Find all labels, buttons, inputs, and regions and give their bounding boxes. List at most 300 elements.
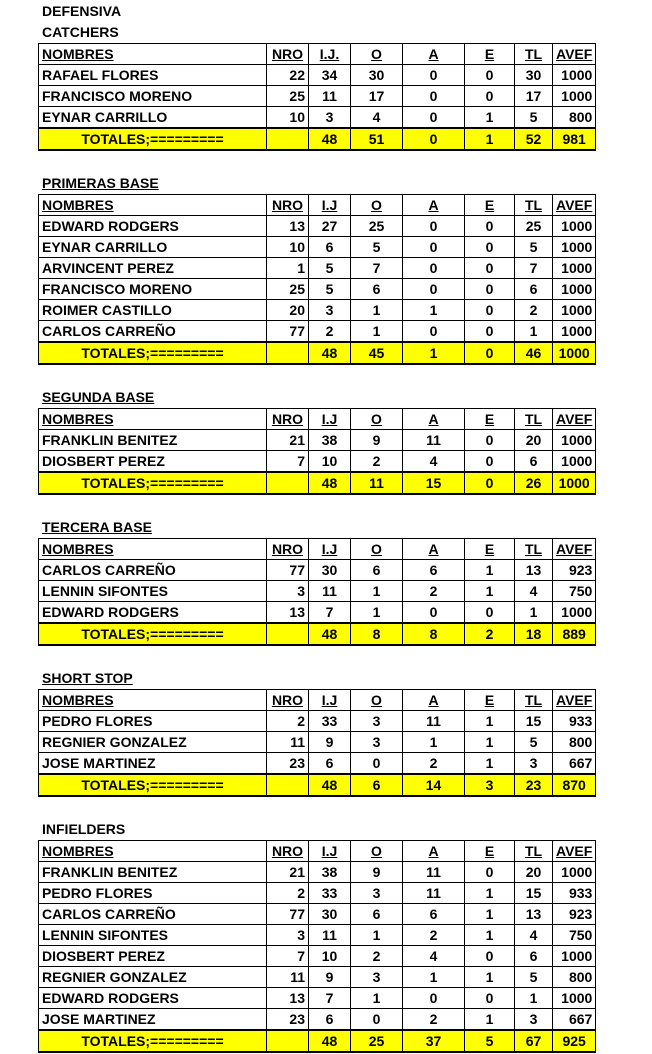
total-cell-avef: 981: [553, 128, 596, 150]
stat-cell-o: 1: [351, 925, 403, 946]
totals-label: TOTALES;=========: [39, 128, 267, 150]
stat-cell-nro: 23: [267, 753, 309, 775]
stat-cell-avef: 1000: [553, 988, 596, 1009]
column-header-a: A: [403, 44, 465, 65]
stat-cell-e: 1: [465, 925, 515, 946]
stat-cell-nro: 13: [267, 602, 309, 624]
total-cell-i-j: 48: [309, 128, 351, 150]
table-row: [39, 883, 596, 904]
table-row: [39, 279, 596, 300]
table-row: [39, 602, 596, 624]
totals-blank-cell: [267, 774, 309, 796]
player-name-cell: LENNIN SIFONTES: [39, 581, 267, 602]
column-header-nro: NRO: [267, 44, 309, 65]
stat-cell-nro: 20: [267, 300, 309, 321]
player-name-cell: CARLOS CARREÑO: [39, 321, 267, 343]
stat-cell-nro: 23: [267, 1009, 309, 1031]
player-name-cell: DIOSBERT PEREZ: [39, 946, 267, 967]
stat-cell-a: 0: [403, 602, 465, 624]
stat-cell-a: 0: [403, 237, 465, 258]
stat-cell-o: 1: [351, 602, 403, 624]
table-header-row: [39, 690, 596, 711]
stat-cell-i-j: 3: [309, 300, 351, 321]
stat-cell-i-j: 9: [309, 967, 351, 988]
stat-cell-e: 0: [465, 430, 515, 451]
stat-cell-avef: 1000: [553, 321, 596, 343]
column-header-e: E: [465, 539, 515, 560]
stat-cell-o: 4: [351, 107, 403, 129]
stat-cell-avef: 667: [553, 1009, 596, 1031]
stat-cell-a: 4: [403, 451, 465, 473]
stat-cell-nro: 21: [267, 862, 309, 883]
totals-blank-cell: [267, 623, 309, 645]
stat-cell-a: 0: [403, 258, 465, 279]
column-header-e: E: [465, 44, 515, 65]
stat-cell-e: 0: [465, 65, 515, 86]
stat-cell-avef: 800: [553, 107, 596, 129]
stat-cell-tl: 15: [515, 883, 553, 904]
stat-cell-i-j: 30: [309, 560, 351, 581]
player-name-cell: JOSE MARTINEZ: [39, 753, 267, 775]
stat-cell-i-j: 11: [309, 581, 351, 602]
total-cell-avef: 925: [553, 1030, 596, 1052]
column-header-nombres: NOMBRES: [39, 539, 267, 560]
stat-cell-tl: 3: [515, 1009, 553, 1031]
section-title-infielders: INFIELDERS: [42, 821, 126, 837]
column-header-tl: TL: [515, 539, 553, 560]
stat-cell-avef: 800: [553, 732, 596, 753]
stat-cell-nro: 77: [267, 321, 309, 343]
column-header-tl: TL: [515, 841, 553, 862]
stat-cell-o: 0: [351, 753, 403, 775]
stat-cell-avef: 933: [553, 711, 596, 732]
table-row: [39, 581, 596, 602]
player-name-cell: JOSE MARTINEZ: [39, 1009, 267, 1031]
stat-cell-e: 1: [465, 883, 515, 904]
stat-cell-e: 0: [465, 946, 515, 967]
table-row: [39, 107, 596, 129]
table-row: [39, 1009, 596, 1031]
stat-cell-a: 0: [403, 107, 465, 129]
totals-blank-cell: [267, 128, 309, 150]
player-name-cell: ARVINCENT PEREZ: [39, 258, 267, 279]
stat-cell-o: 6: [351, 279, 403, 300]
stat-cell-a: 2: [403, 925, 465, 946]
stat-cell-avef: 1000: [553, 216, 596, 237]
stat-cell-tl: 13: [515, 560, 553, 581]
table-row: [39, 86, 596, 107]
stat-cell-i-j: 30: [309, 904, 351, 925]
total-cell-e: 3: [465, 774, 515, 796]
column-header-nro: NRO: [267, 841, 309, 862]
total-cell-e: 1: [465, 128, 515, 150]
stat-cell-avef: 923: [553, 904, 596, 925]
stat-cell-o: 1: [351, 988, 403, 1009]
stat-cell-o: 3: [351, 711, 403, 732]
total-cell-a: 15: [403, 472, 465, 494]
total-cell-tl: 67: [515, 1030, 553, 1052]
table-header-row: [39, 409, 596, 430]
stat-cell-avef: 800: [553, 967, 596, 988]
stats-table-short-stop: [38, 689, 596, 797]
stat-cell-tl: 13: [515, 904, 553, 925]
stat-cell-nro: 10: [267, 237, 309, 258]
totals-label: TOTALES;=========: [39, 472, 267, 494]
total-cell-o: 11: [351, 472, 403, 494]
player-name-cell: PEDRO FLORES: [39, 711, 267, 732]
total-cell-i-j: 48: [309, 472, 351, 494]
stat-cell-avef: 1000: [553, 258, 596, 279]
stat-cell-tl: 5: [515, 967, 553, 988]
totals-blank-cell: [267, 472, 309, 494]
totals-label: TOTALES;=========: [39, 774, 267, 796]
player-name-cell: ROIMER CASTILLO: [39, 300, 267, 321]
stat-cell-e: 0: [465, 258, 515, 279]
totals-row: [39, 472, 596, 494]
stat-cell-o: 3: [351, 967, 403, 988]
stat-cell-a: 1: [403, 300, 465, 321]
stat-cell-a: 4: [403, 946, 465, 967]
stats-table-primeras-base: [38, 194, 596, 365]
table-header-row: [39, 539, 596, 560]
stat-cell-nro: 2: [267, 883, 309, 904]
stat-cell-tl: 20: [515, 862, 553, 883]
stat-cell-tl: 6: [515, 451, 553, 473]
totals-row: [39, 1030, 596, 1052]
table-row: [39, 711, 596, 732]
column-header-a: A: [403, 841, 465, 862]
total-cell-i-j: 48: [309, 623, 351, 645]
total-cell-avef: 870: [553, 774, 596, 796]
stat-cell-e: 0: [465, 279, 515, 300]
stat-cell-i-j: 33: [309, 711, 351, 732]
stat-cell-tl: 25: [515, 216, 553, 237]
column-header-nro: NRO: [267, 539, 309, 560]
stat-cell-i-j: 27: [309, 216, 351, 237]
stat-cell-nro: 22: [267, 65, 309, 86]
stat-cell-e: 0: [465, 237, 515, 258]
total-cell-o: 25: [351, 1030, 403, 1052]
stat-cell-e: 0: [465, 451, 515, 473]
column-header-o: O: [351, 690, 403, 711]
stat-cell-tl: 4: [515, 581, 553, 602]
column-header-tl: TL: [515, 690, 553, 711]
stat-cell-e: 1: [465, 1009, 515, 1031]
stat-cell-avef: 1000: [553, 946, 596, 967]
column-header-i-j: I.J: [309, 690, 351, 711]
column-header-a: A: [403, 690, 465, 711]
page-title: DEFENSIVA: [42, 3, 122, 19]
totals-blank-cell: [267, 1030, 309, 1052]
stat-cell-a: 1: [403, 732, 465, 753]
player-name-cell: FRANKLIN BENITEZ: [39, 430, 267, 451]
stats-table-segunda-base: [38, 408, 596, 495]
stat-cell-nro: 25: [267, 86, 309, 107]
stat-cell-avef: 1000: [553, 65, 596, 86]
column-header-a: A: [403, 409, 465, 430]
stat-cell-e: 1: [465, 967, 515, 988]
stat-cell-e: 1: [465, 904, 515, 925]
column-header-tl: TL: [515, 44, 553, 65]
stat-cell-i-j: 34: [309, 65, 351, 86]
total-cell-avef: 1000: [553, 342, 596, 364]
stat-cell-i-j: 33: [309, 883, 351, 904]
stat-cell-nro: 11: [267, 967, 309, 988]
total-cell-a: 8: [403, 623, 465, 645]
column-header-e: E: [465, 409, 515, 430]
player-name-cell: EDWARD RODGERS: [39, 602, 267, 624]
stats-table-infielders: [38, 840, 596, 1053]
stat-cell-avef: 667: [553, 753, 596, 775]
total-cell-tl: 18: [515, 623, 553, 645]
total-cell-tl: 46: [515, 342, 553, 364]
player-name-cell: CARLOS CARREÑO: [39, 904, 267, 925]
column-header-o: O: [351, 195, 403, 216]
total-cell-e: 2: [465, 623, 515, 645]
table-row: [39, 862, 596, 883]
totals-label: TOTALES;=========: [39, 342, 267, 364]
stat-cell-i-j: 11: [309, 925, 351, 946]
column-header-i-j: I.J: [309, 409, 351, 430]
total-cell-o: 51: [351, 128, 403, 150]
stat-cell-i-j: 3: [309, 107, 351, 129]
totals-blank-cell: [267, 342, 309, 364]
stat-cell-a: 1: [403, 967, 465, 988]
column-header-avef: AVEF: [553, 539, 596, 560]
stat-cell-e: 1: [465, 711, 515, 732]
total-cell-tl: 26: [515, 472, 553, 494]
column-header-tl: TL: [515, 409, 553, 430]
column-header-i-j: I.J: [309, 841, 351, 862]
stat-cell-tl: 6: [515, 279, 553, 300]
table-row: [39, 258, 596, 279]
player-name-cell: EYNAR CARRILLO: [39, 107, 267, 129]
stat-cell-nro: 10: [267, 107, 309, 129]
stat-cell-i-j: 5: [309, 258, 351, 279]
stat-cell-o: 0: [351, 1009, 403, 1031]
stat-cell-nro: 7: [267, 946, 309, 967]
player-name-cell: EYNAR CARRILLO: [39, 237, 267, 258]
section-title-primeras-base: PRIMERAS BASE: [42, 175, 159, 191]
column-header-avef: AVEF: [553, 409, 596, 430]
stat-cell-tl: 5: [515, 237, 553, 258]
stat-cell-a: 0: [403, 988, 465, 1009]
table-row: [39, 65, 596, 86]
table-row: [39, 904, 596, 925]
stat-cell-tl: 3: [515, 753, 553, 775]
column-header-o: O: [351, 841, 403, 862]
stat-cell-nro: 2: [267, 711, 309, 732]
total-cell-o: 8: [351, 623, 403, 645]
stat-cell-avef: 923: [553, 560, 596, 581]
stat-cell-nro: 1: [267, 258, 309, 279]
stat-cell-o: 17: [351, 86, 403, 107]
stat-cell-i-j: 6: [309, 1009, 351, 1031]
stat-cell-e: 0: [465, 602, 515, 624]
stat-cell-a: 0: [403, 216, 465, 237]
table-row: [39, 988, 596, 1009]
stat-cell-a: 11: [403, 883, 465, 904]
player-name-cell: FRANKLIN BENITEZ: [39, 862, 267, 883]
table-row: [39, 451, 596, 473]
stat-cell-a: 6: [403, 560, 465, 581]
stat-cell-i-j: 6: [309, 753, 351, 775]
table-header-row: [39, 44, 596, 65]
stat-cell-nro: 13: [267, 988, 309, 1009]
stat-cell-tl: 6: [515, 946, 553, 967]
column-header-e: E: [465, 195, 515, 216]
stat-cell-e: 1: [465, 753, 515, 775]
stat-cell-a: 0: [403, 279, 465, 300]
stat-cell-avef: 750: [553, 925, 596, 946]
column-header-a: A: [403, 539, 465, 560]
table-row: [39, 753, 596, 775]
stat-cell-e: 0: [465, 988, 515, 1009]
player-name-cell: REGNIER GONZALEZ: [39, 967, 267, 988]
stat-cell-a: 0: [403, 321, 465, 343]
stat-cell-o: 3: [351, 883, 403, 904]
player-name-cell: PEDRO FLORES: [39, 883, 267, 904]
table-row: [39, 732, 596, 753]
stat-cell-nro: 13: [267, 216, 309, 237]
stat-cell-e: 0: [465, 216, 515, 237]
stat-cell-nro: 3: [267, 925, 309, 946]
stat-cell-o: 2: [351, 946, 403, 967]
total-cell-tl: 23: [515, 774, 553, 796]
column-header-nombres: NOMBRES: [39, 690, 267, 711]
total-cell-avef: 889: [553, 623, 596, 645]
column-header-avef: AVEF: [553, 690, 596, 711]
stat-cell-nro: 21: [267, 430, 309, 451]
column-header-nro: NRO: [267, 409, 309, 430]
totals-row: [39, 128, 596, 150]
table-row: [39, 430, 596, 451]
stat-cell-e: 1: [465, 107, 515, 129]
totals-row: [39, 774, 596, 796]
stat-cell-o: 5: [351, 237, 403, 258]
stat-cell-nro: 3: [267, 581, 309, 602]
totals-label: TOTALES;=========: [39, 623, 267, 645]
stat-cell-a: 0: [403, 65, 465, 86]
stat-cell-o: 9: [351, 430, 403, 451]
column-header-o: O: [351, 44, 403, 65]
stat-cell-nro: 11: [267, 732, 309, 753]
total-cell-o: 45: [351, 342, 403, 364]
stat-cell-e: 1: [465, 560, 515, 581]
player-name-cell: RAFAEL FLORES: [39, 65, 267, 86]
stat-cell-avef: 1000: [553, 451, 596, 473]
stat-cell-avef: 933: [553, 883, 596, 904]
stat-cell-a: 2: [403, 581, 465, 602]
player-name-cell: CARLOS CARREÑO: [39, 560, 267, 581]
column-header-i-j: I.J: [309, 195, 351, 216]
column-header-nombres: NOMBRES: [39, 841, 267, 862]
stat-cell-o: 2: [351, 451, 403, 473]
table-row: [39, 946, 596, 967]
stat-cell-o: 30: [351, 65, 403, 86]
stat-cell-avef: 1000: [553, 862, 596, 883]
stat-cell-i-j: 10: [309, 451, 351, 473]
column-header-avef: AVEF: [553, 44, 596, 65]
stat-cell-o: 6: [351, 904, 403, 925]
stat-cell-e: 1: [465, 581, 515, 602]
totals-row: [39, 342, 596, 364]
stat-cell-avef: 1000: [553, 86, 596, 107]
stat-cell-o: 7: [351, 258, 403, 279]
total-cell-e: 0: [465, 342, 515, 364]
section-title-catchers: CATCHERS: [42, 24, 119, 40]
stat-cell-i-j: 6: [309, 237, 351, 258]
stat-cell-a: 11: [403, 430, 465, 451]
table-header-row: [39, 195, 596, 216]
player-name-cell: LENNIN SIFONTES: [39, 925, 267, 946]
stat-cell-tl: 20: [515, 430, 553, 451]
stat-cell-e: 1: [465, 732, 515, 753]
stat-cell-o: 1: [351, 321, 403, 343]
table-row: [39, 300, 596, 321]
stat-cell-i-j: 7: [309, 988, 351, 1009]
column-header-o: O: [351, 539, 403, 560]
stat-cell-nro: 7: [267, 451, 309, 473]
total-cell-a: 37: [403, 1030, 465, 1052]
total-cell-i-j: 48: [309, 1030, 351, 1052]
column-header-nombres: NOMBRES: [39, 409, 267, 430]
player-name-cell: EDWARD RODGERS: [39, 216, 267, 237]
stat-cell-e: 0: [465, 321, 515, 343]
stat-cell-i-j: 10: [309, 946, 351, 967]
stats-table-catchers: [38, 43, 596, 151]
total-cell-e: 0: [465, 472, 515, 494]
total-cell-o: 6: [351, 774, 403, 796]
stat-cell-o: 25: [351, 216, 403, 237]
player-name-cell: REGNIER GONZALEZ: [39, 732, 267, 753]
player-name-cell: EDWARD RODGERS: [39, 988, 267, 1009]
stat-cell-tl: 30: [515, 65, 553, 86]
stats-table-tercera-base: [38, 538, 596, 646]
table-row: [39, 216, 596, 237]
player-name-cell: DIOSBERT PEREZ: [39, 451, 267, 473]
total-cell-i-j: 48: [309, 342, 351, 364]
stat-cell-tl: 2: [515, 300, 553, 321]
stat-cell-a: 11: [403, 711, 465, 732]
stat-cell-i-j: 9: [309, 732, 351, 753]
column-header-avef: AVEF: [553, 841, 596, 862]
stat-cell-e: 0: [465, 862, 515, 883]
column-header-nombres: NOMBRES: [39, 195, 267, 216]
totals-label: TOTALES;=========: [39, 1030, 267, 1052]
stat-cell-i-j: 7: [309, 602, 351, 624]
stat-cell-tl: 5: [515, 732, 553, 753]
stat-cell-a: 6: [403, 904, 465, 925]
stat-cell-i-j: 38: [309, 862, 351, 883]
stat-cell-o: 1: [351, 581, 403, 602]
stat-cell-nro: 77: [267, 560, 309, 581]
stat-cell-avef: 1000: [553, 430, 596, 451]
column-header-e: E: [465, 841, 515, 862]
stat-cell-o: 6: [351, 560, 403, 581]
column-header-nro: NRO: [267, 690, 309, 711]
total-cell-a: 0: [403, 128, 465, 150]
total-cell-tl: 52: [515, 128, 553, 150]
stat-cell-o: 1: [351, 300, 403, 321]
stat-cell-tl: 5: [515, 107, 553, 129]
stat-cell-i-j: 5: [309, 279, 351, 300]
column-header-nombres: NOMBRES: [39, 44, 267, 65]
total-cell-i-j: 48: [309, 774, 351, 796]
column-header-tl: TL: [515, 195, 553, 216]
stat-cell-o: 9: [351, 862, 403, 883]
total-cell-e: 5: [465, 1030, 515, 1052]
